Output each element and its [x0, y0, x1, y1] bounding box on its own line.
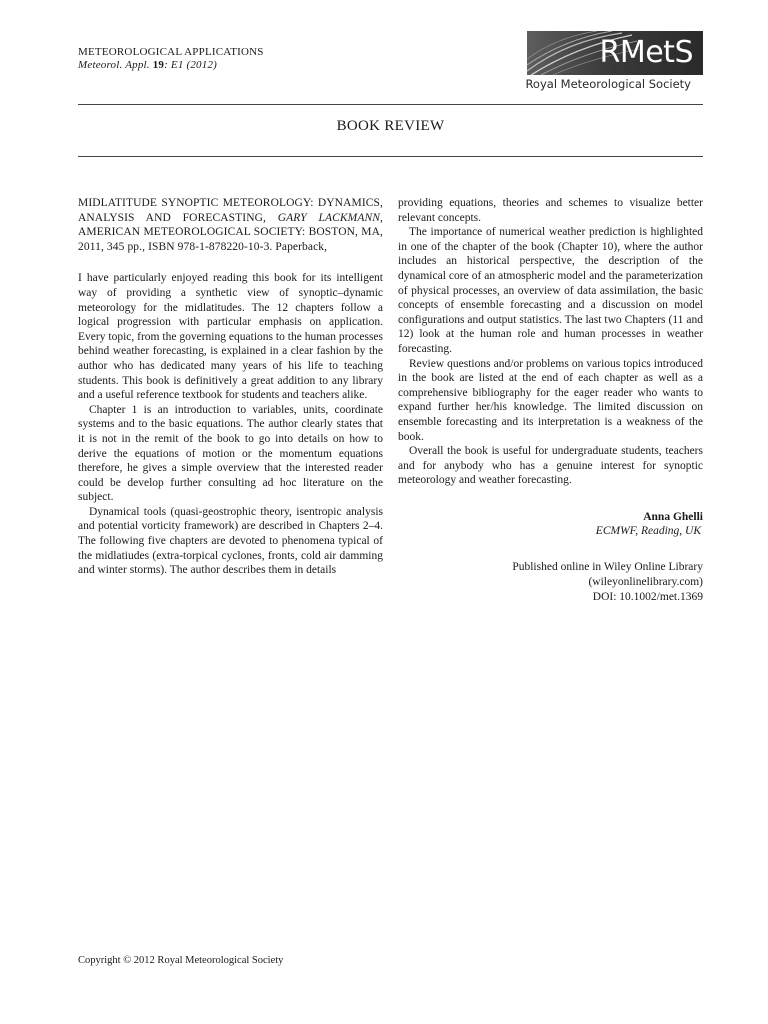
- publication-doi: DOI: 10.1002/met.1369: [592, 591, 703, 604]
- paragraph-6: Overall the book is useful for undergraduate students, teachers and for anybody who has a genuine interest for synoptic meteorology and weather forecasting.: [398, 445, 703, 487]
- paragraph-1: I have particularly enjoyed reading this book for its intelligent way of providing a synthetic view of synoptic–dynamic meteorology for the midlatitudes. The 12 chapters follow a logical progression with particular emphasis on application. Every topic, from the governing equations to the human processes behind weather forecasting, is explained in a clear fashion by the author who has dedicated many years of his life to teaching students. This book is definitively a great addition to any library and a useful reference textbook for students and teachers alike.: [78, 272, 383, 402]
- paragraph-3-continued: providing equations, theories and schemes to visualize better relevant concepts.: [398, 197, 703, 224]
- reviewer-name: Anna Ghelli: [643, 510, 703, 523]
- rmets-logo: [527, 31, 703, 95]
- journal-citation: [78, 59, 264, 72]
- book-details: , AMERICAN METEOROLOGICAL SOCIETY: BOSTON, MA, 2011, 345 pp., ISBN 978-1-878220-10-3. Paperback,: [78, 211, 383, 253]
- publication-line-1: Published online in Wiley Online Library: [512, 561, 703, 574]
- signature-block: [398, 510, 703, 539]
- paragraph-5: Review questions and/or problems on various topics introduced in the book are listed at the end of each chapter as well as a comprehensive bibliography for the eager reader who wants to expand further her/his knowledge. The limited discussion on ensemble forecasting and its interpretation is a weakness of the book.: [398, 357, 703, 443]
- publication-line-2: (wileyonlinelibrary.com): [588, 576, 703, 589]
- column-left: [78, 196, 383, 578]
- column-right: [398, 196, 703, 605]
- copyright-footer: Copyright © 2012 Royal Meteorological Society: [78, 955, 284, 966]
- paragraph-2: Chapter 1 is an introduction to variables, units, coordinate systems and to the basic equations. The author clearly states that it is not in the remit of the book to go into details on how to derive the equations of motion or the momentum equations therefore, he gives a simple overview that the interested reader could be develop further consulting ad hoc literature on the subject.: [78, 403, 383, 504]
- citation-volume: 19: [152, 59, 165, 71]
- book-reference: [78, 196, 383, 254]
- header-rule-bottom: [78, 156, 703, 157]
- logo-text: RMetS: [599, 35, 693, 70]
- book-author: GARY LACKMANN: [277, 211, 381, 224]
- paragraph-3: Dynamical tools (quasi-geostrophic theory, isentropic analysis and potential vorticity framework) are described in Chapters 2–4. The following five chapters are devoted to phenomena typical of the midlatiudes (extra-torpical cyclones, fronts, cold air damming and winter storms). The author describes them in details: [78, 505, 383, 577]
- journal-header: [78, 46, 264, 72]
- journal-name: METEOROLOGICAL APPLICATIONS: [78, 46, 264, 58]
- citation-prefix: Meteorol. Appl.: [78, 59, 150, 71]
- book-title: MIDLATITUDE SYNOPTIC METEOROLOGY: DYNAMICS, ANALYSIS AND FORECASTING,: [78, 197, 383, 224]
- paragraph-4: The importance of numerical weather prediction is highlighted in one of the chapter of the book (Chapter 10), where the author includes an historical perspective, the description of the dynamical core of an atmospheric model and the parameterization of physical processes, an overview of data assimilation, the basic concepts of ensemble forecasting and a discussion on model configurations and output statistics. The last two Chapters (11 and 12) look at the human role and human processes in weather forecasting.: [398, 226, 703, 355]
- publication-info: [398, 560, 703, 605]
- logo-subtitle: Royal Meteorological Society: [525, 77, 691, 91]
- header-rule-top: [78, 104, 703, 105]
- citation-suffix: : E1 (2012): [164, 59, 218, 71]
- reviewer-affiliation: ECMWF, Reading, UK: [595, 525, 701, 538]
- logo-banner: [527, 31, 703, 75]
- section-title: BOOK REVIEW: [336, 118, 445, 134]
